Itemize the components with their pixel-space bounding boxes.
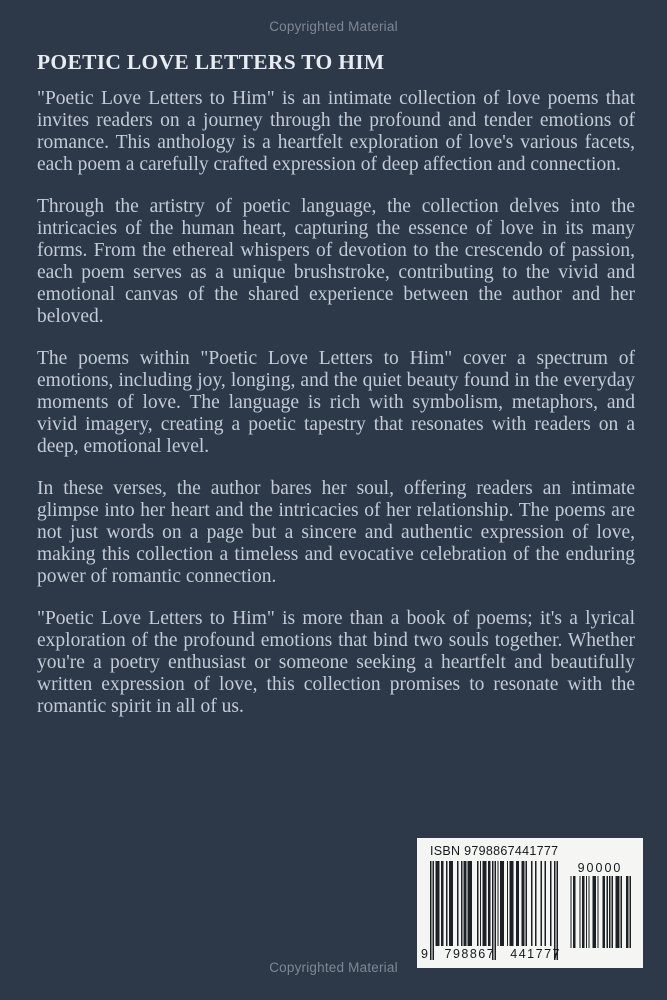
ean13-barcode (421, 861, 561, 961)
top-copyright-notice: Copyrighted Material (269, 19, 398, 34)
ean13-digit-lead: 9 (421, 947, 430, 961)
description-paragraph: Through the artistry of poetic language, the collection delves into the intricacies of the human heart, capturing the essence of love in its many forms. From the ethereal whispers of devotion to the crescendo of passion, each poem serves as a unique brushstroke, contributing to the vivid and emotional canvas of the shared experience between the author and her beloved. (37, 196, 635, 327)
book-title: POETIC LOVE LETTERS TO HIM (37, 50, 385, 74)
description (37, 88, 635, 718)
bottom-copyright-notice: Copyrighted Material (269, 960, 398, 975)
ean5-barcode (569, 876, 631, 948)
description-paragraph: The poems within "Poetic Love Letters to Him" cover a spectrum of emotions, including joy, longing, and the quiet beauty found in the everyday moments of love. The language is rich with symbolism, metaphors, and vivid imagery, creating a poetic tapestry that resonates with readers on a deep, emotional level. (37, 348, 635, 457)
description-paragraph: "Poetic Love Letters to Him" is an intimate collection of love poems that invites readers on a journey through the profound and tender emotions of romance. This anthology is a heartfelt exploration of love's various facets, each poem a carefully crafted expression of deep affection and connection. (37, 88, 635, 175)
barcode-panel (417, 838, 643, 968)
ean13-digit-group2: 441777 (510, 947, 561, 961)
ean13-digits (421, 947, 561, 961)
ean5-number: 90000 (577, 861, 623, 875)
isbn-label: ISBN 9798867441777 (430, 844, 559, 858)
barcode-row (421, 861, 643, 961)
ean13-digit-group1: 798867 (444, 947, 496, 961)
back-cover-text (37, 50, 635, 738)
description-paragraph: "Poetic Love Letters to Him" is more than a book of poems; it's a lyrical exploration of the profound emotions that bind two souls together. Whether you're a poetry enthusiast or someone seeking a heartfelt and beautifully written expression of love, this collection promises to resonate with the romantic spirit in all of us. (37, 608, 635, 717)
description-paragraph: In these verses, the author bares her soul, offering readers an intimate glimpse into her heart and the intricacies of her relationship. The poems are not just words on a page but a sincere and authentic expression of love, making this collection a timeless and evocative celebration of the enduring power of romantic connection. (37, 478, 635, 587)
ean5-supplement (569, 862, 631, 948)
